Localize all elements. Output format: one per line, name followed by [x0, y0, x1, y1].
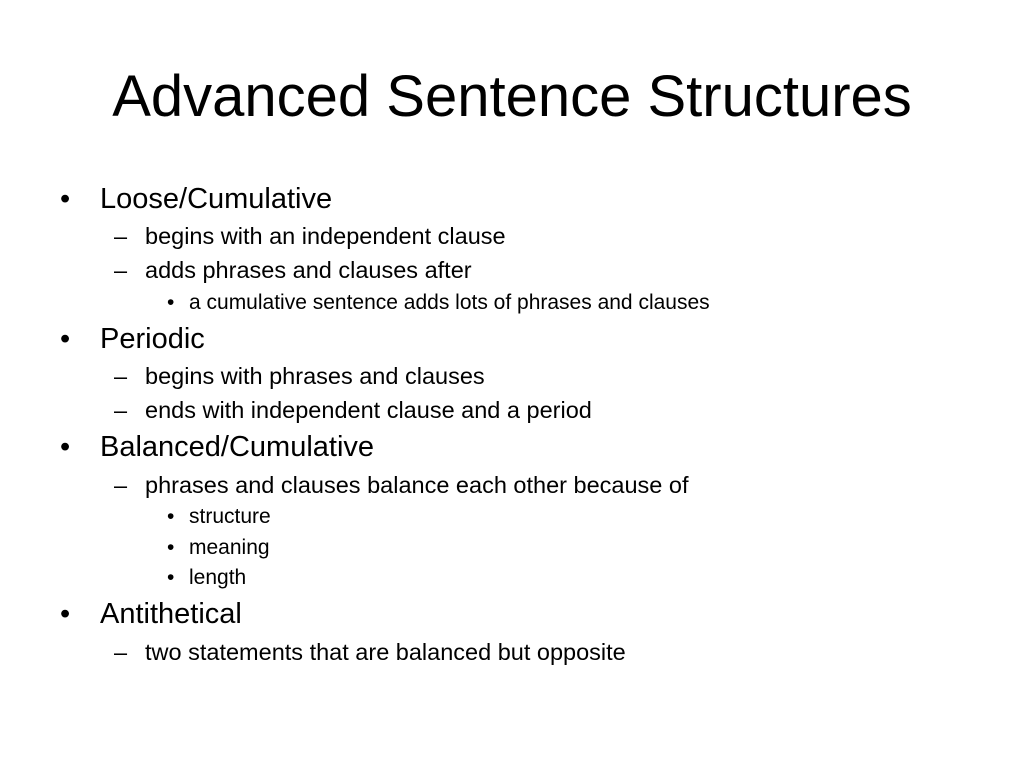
- sub-sub-item-cumulative-sentence: a cumulative sentence adds lots of phrases and clauses: [189, 291, 710, 314]
- sub-sub-item-structure: structure: [189, 505, 271, 528]
- bullet-marker: •: [167, 536, 175, 559]
- bullet-marker: •: [60, 431, 71, 463]
- bullet-marker: •: [167, 505, 175, 528]
- sub-item-begins-independent: begins with an independent clause: [145, 223, 506, 249]
- bullet-item-loose-cumulative: Loose/Cumulative: [100, 183, 333, 215]
- bullet-item-periodic: Periodic: [100, 323, 205, 355]
- dash-marker: –: [114, 639, 128, 665]
- bullet-marker: •: [60, 323, 71, 355]
- bullet-item-balanced-cumulative: Balanced/Cumulative: [100, 431, 375, 463]
- sub-item-adds-phrases: adds phrases and clauses after: [145, 257, 472, 283]
- dash-marker: –: [114, 257, 128, 283]
- bullet-marker: •: [60, 183, 71, 215]
- bullet-marker: •: [167, 291, 175, 314]
- bullet-marker: •: [167, 566, 175, 589]
- dash-marker: –: [114, 363, 128, 389]
- sub-item-balance-each-other: phrases and clauses balance each other because of: [145, 472, 689, 498]
- sub-sub-item-meaning: meaning: [189, 536, 270, 559]
- dash-marker: –: [114, 223, 128, 249]
- sub-item-begins-phrases: begins with phrases and clauses: [145, 363, 485, 389]
- sub-item-ends-independent: ends with independent clause and a period: [145, 397, 592, 423]
- dash-marker: –: [114, 472, 128, 498]
- bullet-item-antithetical: Antithetical: [100, 598, 242, 630]
- bullet-marker: •: [60, 598, 71, 630]
- sub-item-two-statements: two statements that are balanced but opposite: [145, 639, 626, 665]
- dash-marker: –: [114, 397, 128, 423]
- slide-title: Advanced Sentence Structures: [112, 64, 912, 129]
- sub-sub-item-length: length: [189, 566, 247, 589]
